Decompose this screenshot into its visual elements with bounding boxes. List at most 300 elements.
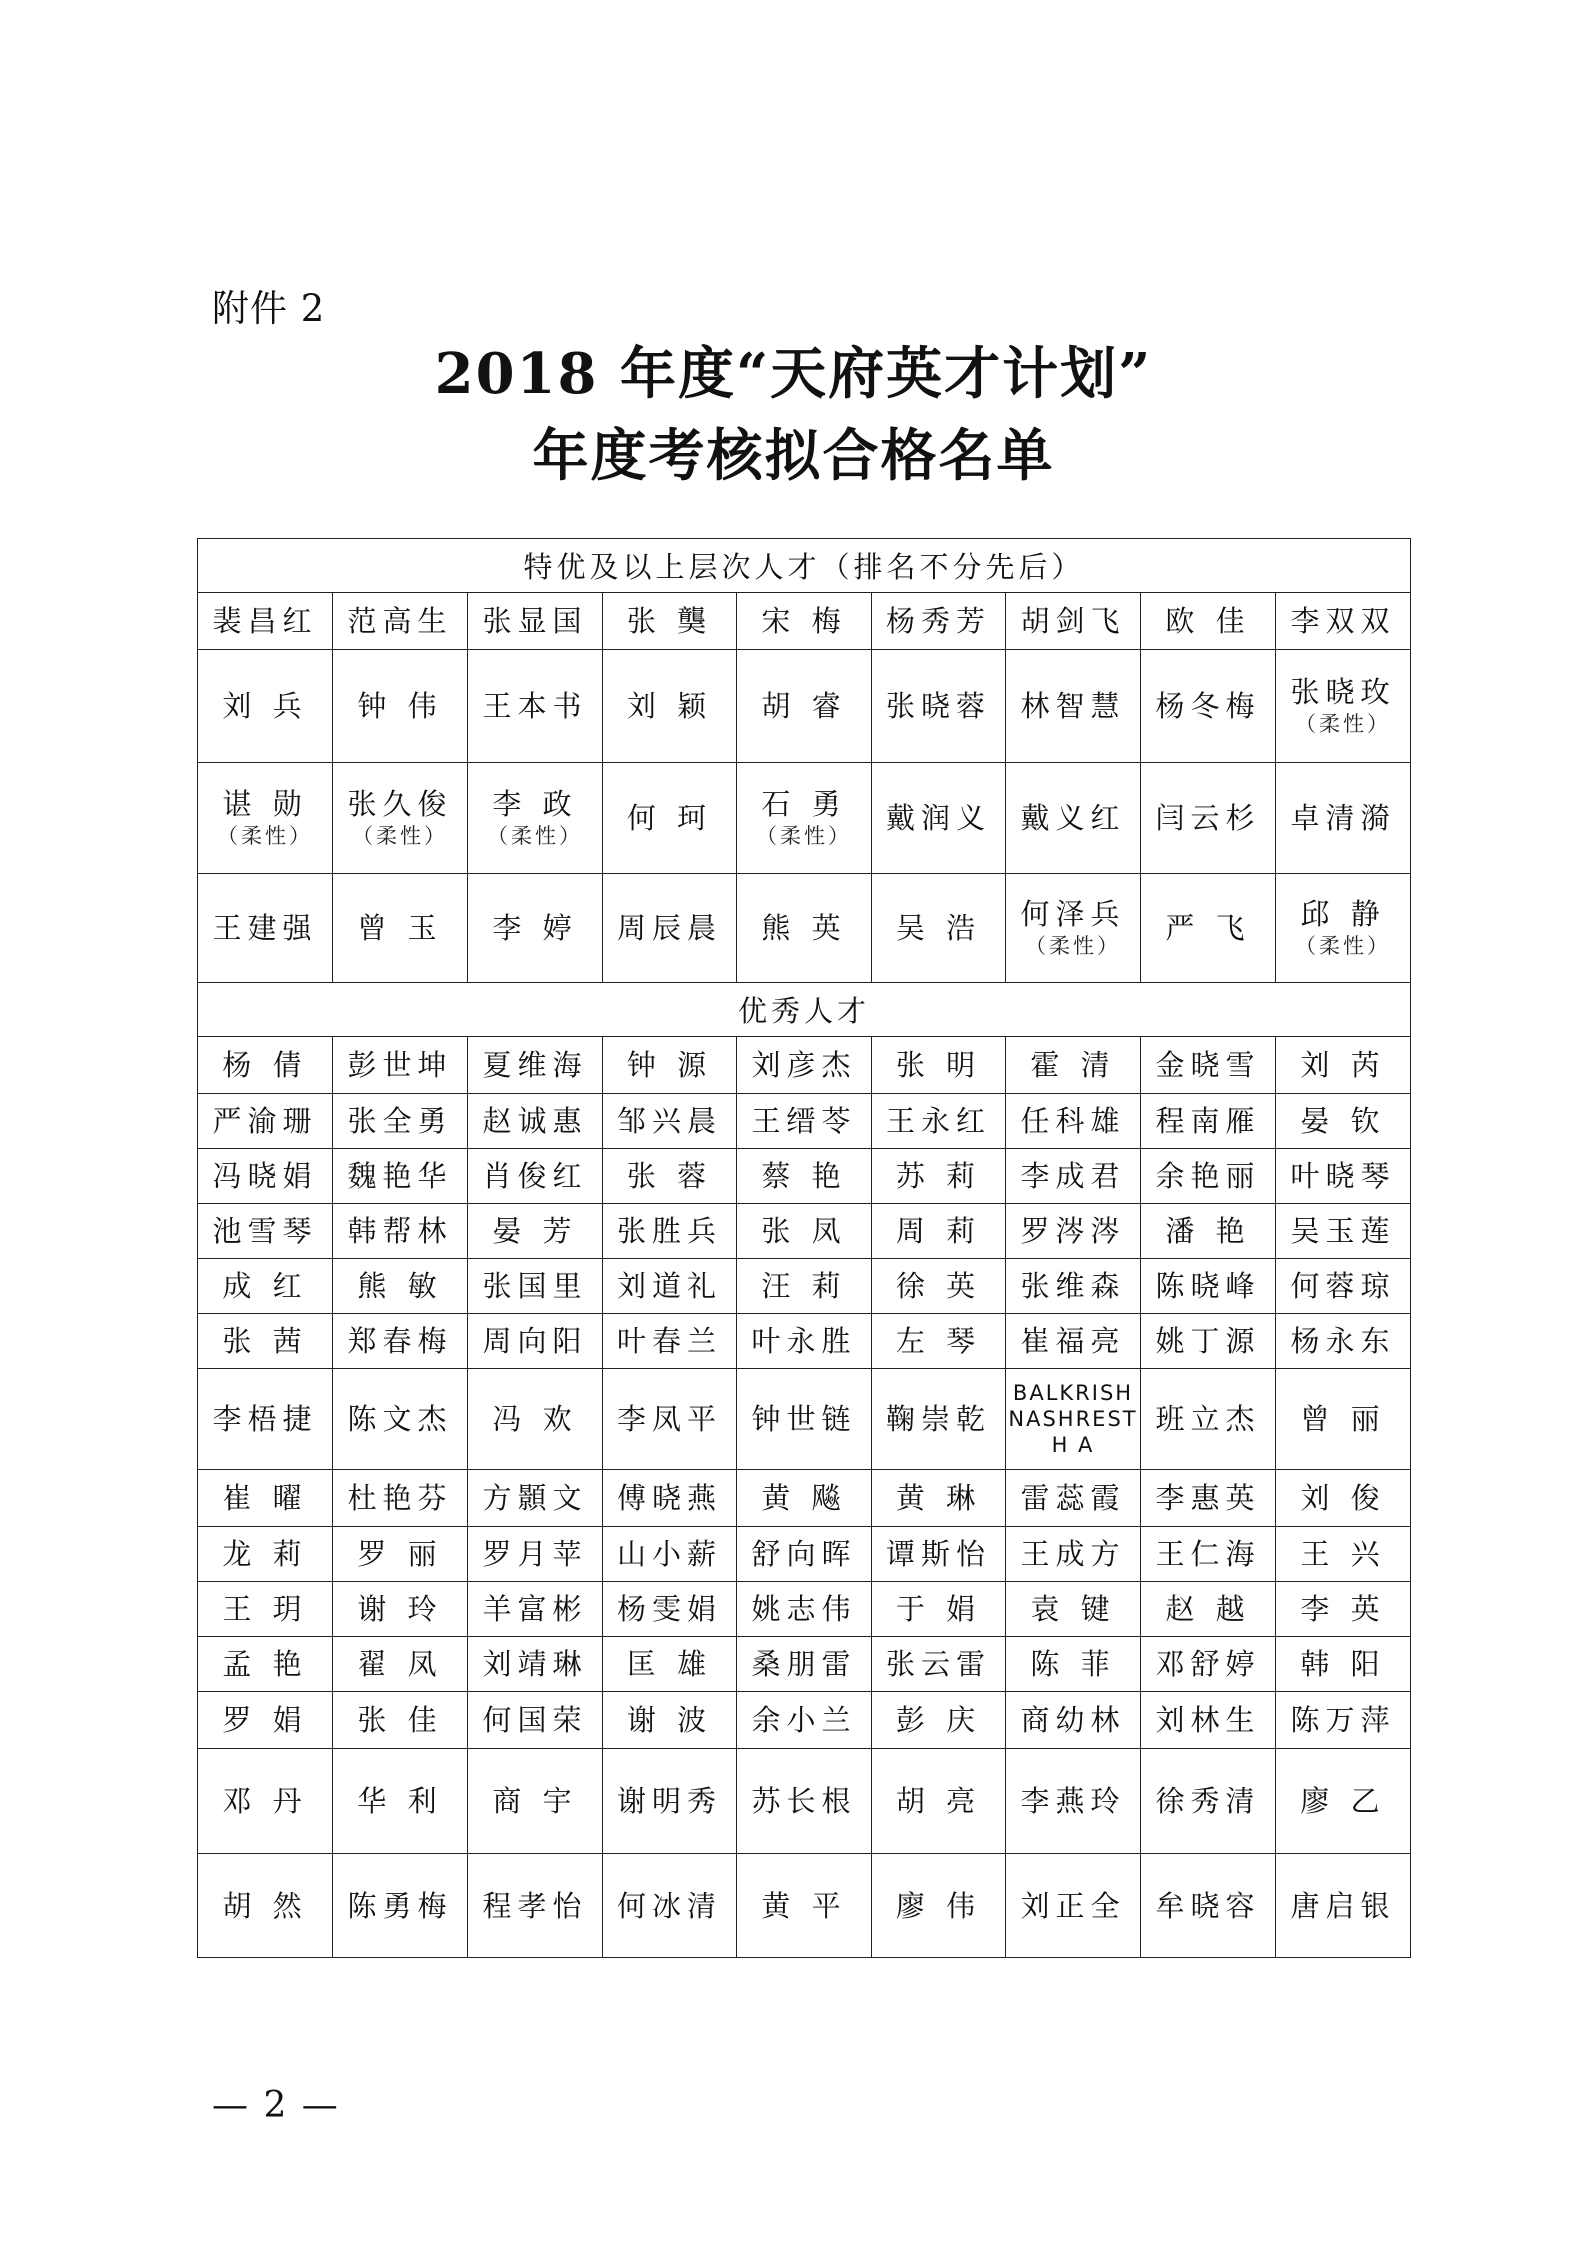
person-name: 李梧捷: [212, 1402, 318, 1436]
person-name: 夏维海: [482, 1048, 588, 1082]
person-name: 张胜兵: [616, 1214, 722, 1248]
table-row: [198, 1749, 1411, 1854]
name-cell: [198, 1692, 333, 1749]
name-cell: [872, 1692, 1006, 1749]
name-cell: [468, 1369, 603, 1470]
person-name: 石 勇: [761, 787, 847, 821]
person-name: 张晓玫: [1290, 675, 1396, 709]
person-name: 李燕玲: [1020, 1784, 1126, 1818]
name-cell: [468, 874, 603, 983]
person-name: 张国里: [482, 1269, 588, 1303]
name-cell: [603, 1094, 737, 1149]
person-name: 刘彦杰: [751, 1048, 857, 1082]
name-cell: [1141, 1259, 1276, 1314]
person-name: 刘道礼: [616, 1269, 722, 1303]
name-cell: [603, 1637, 737, 1692]
person-name: 王 兴: [1300, 1537, 1386, 1571]
person-name: 唐启银: [1290, 1888, 1396, 1923]
person-name: 张 佳: [357, 1703, 443, 1737]
name-cell: [1006, 1692, 1141, 1749]
name-cell: [468, 1149, 603, 1204]
person-name: 刘 兵: [222, 689, 308, 723]
name-cell: [1141, 1094, 1276, 1149]
person-name: 周辰晨: [616, 911, 722, 945]
person-name: 韩 阳: [1300, 1647, 1386, 1681]
person-name: 刘 芮: [1300, 1048, 1386, 1082]
name-cell: [737, 650, 872, 763]
name-cell: [333, 1582, 468, 1637]
name-cell: [603, 1582, 737, 1637]
name-cell: [1276, 1259, 1411, 1314]
name-cell: [872, 763, 1006, 874]
person-name: 王成方: [1020, 1537, 1126, 1571]
person-name: 徐秀清: [1155, 1784, 1261, 1818]
name-cell: [1006, 1637, 1141, 1692]
name-cell: [198, 874, 333, 983]
name-cell: [468, 1692, 603, 1749]
person-name: 张 凤: [761, 1214, 847, 1248]
name-cell: [603, 1369, 737, 1470]
name-cell: [198, 650, 333, 763]
name-cell: [1276, 1037, 1411, 1094]
name-cell: [1006, 1582, 1141, 1637]
name-cell: [333, 1204, 468, 1259]
name-cell: [737, 1637, 872, 1692]
person-name: 刘 俊: [1300, 1481, 1386, 1515]
person-name: 金晓雪: [1155, 1048, 1261, 1082]
name-cell: [1006, 593, 1141, 650]
person-name: 姚丁源: [1155, 1324, 1261, 1358]
person-name: 陈勇梅: [347, 1888, 453, 1923]
person-name: 黄 平: [761, 1888, 847, 1923]
name-cell: [872, 874, 1006, 983]
name-cell: [1276, 1314, 1411, 1369]
name-cell: [872, 1259, 1006, 1314]
person-name: 张全勇: [347, 1104, 453, 1138]
person-name: 杨 倩: [222, 1048, 308, 1082]
name-cell: [1006, 1369, 1141, 1470]
person-name: 牟晓容: [1155, 1888, 1261, 1923]
person-name: 邓 丹: [222, 1784, 308, 1818]
name-cell: [737, 1854, 872, 1958]
person-name: 余艳丽: [1155, 1159, 1261, 1193]
person-name: 叶春兰: [616, 1324, 722, 1358]
name-cell: [468, 593, 603, 650]
name-cell: [1141, 1470, 1276, 1527]
person-name: 山小薪: [616, 1537, 722, 1571]
name-cell: [333, 763, 468, 874]
name-cell: [872, 1854, 1006, 1958]
person-name: 匡 雄: [626, 1647, 713, 1681]
person-name: 任科雄: [1020, 1104, 1126, 1138]
name-cell: [198, 1094, 333, 1149]
name-cell: [603, 1149, 737, 1204]
person-name: 谢明秀: [616, 1784, 722, 1818]
table-row: [198, 1369, 1411, 1470]
person-name: 刘 颖: [626, 689, 713, 723]
person-name: 左 琴: [895, 1324, 982, 1358]
person-name: 严 飞: [1165, 911, 1251, 945]
name-cell: [333, 1637, 468, 1692]
roster-table: [197, 538, 1411, 1958]
name-cell: [603, 1037, 737, 1094]
name-cell: [1141, 1749, 1276, 1854]
person-name: BALKRISH NASHREST H A: [1008, 1381, 1138, 1457]
name-cell: [1141, 650, 1276, 763]
name-cell: [333, 1369, 468, 1470]
person-name: 苏 莉: [895, 1159, 982, 1193]
name-cell: [1276, 650, 1411, 763]
name-cell: [1141, 1037, 1276, 1094]
person-name: 肖俊红: [482, 1159, 588, 1193]
person-name: 谭斯怡: [885, 1537, 991, 1571]
name-cell: [333, 1149, 468, 1204]
person-name: 张显国: [482, 604, 588, 638]
person-name: 成 红: [222, 1269, 308, 1303]
table-row: [198, 1527, 1411, 1582]
name-cell: [1006, 1470, 1141, 1527]
person-name: 崔福亮: [1020, 1324, 1126, 1358]
person-name: 周 莉: [895, 1214, 982, 1248]
person-name: 鞠崇乾: [885, 1402, 991, 1436]
person-name: 陈万萍: [1290, 1703, 1396, 1737]
name-cell: [333, 1037, 468, 1094]
name-cell: [603, 763, 737, 874]
person-name: 池雪琴: [212, 1214, 318, 1248]
person-name: 龙 莉: [222, 1537, 308, 1571]
name-cell: [872, 1527, 1006, 1582]
name-cell: [198, 1369, 333, 1470]
person-name: 王仁海: [1155, 1537, 1261, 1571]
person-name: 晏 钦: [1300, 1104, 1386, 1138]
name-cell: [468, 1527, 603, 1582]
person-name: 张维森: [1020, 1269, 1126, 1303]
name-cell: [1141, 1692, 1276, 1749]
person-name: 叶永胜: [751, 1324, 857, 1358]
table-row: [198, 1582, 1411, 1637]
person-name: 廖 乙: [1300, 1784, 1386, 1818]
person-name: 林智慧: [1020, 689, 1126, 723]
document-title-line-1: 2018 年度“天府英才计划”: [434, 341, 1153, 407]
name-cell: [468, 1637, 603, 1692]
name-cell: [1006, 1527, 1141, 1582]
name-cell: [468, 1314, 603, 1369]
person-name: 邓舒婷: [1155, 1647, 1261, 1681]
person-name: 王本书: [482, 689, 588, 723]
name-cell: [1141, 593, 1276, 650]
name-cell: [603, 1259, 737, 1314]
name-cell: [333, 1749, 468, 1854]
name-cell: [333, 1259, 468, 1314]
name-cell: [333, 1470, 468, 1527]
person-name: 范高生: [347, 604, 453, 638]
flexible-note: （柔性）: [1295, 934, 1392, 958]
name-cell: [198, 1582, 333, 1637]
table-row: [198, 593, 1411, 650]
table-row: [198, 1637, 1411, 1692]
name-cell: [737, 1470, 872, 1527]
name-cell: [737, 1149, 872, 1204]
name-cell: [1006, 1037, 1141, 1094]
name-cell: [872, 593, 1006, 650]
name-cell: [1276, 874, 1411, 983]
person-name: 闫云杉: [1155, 801, 1261, 835]
person-name: 胡剑飞: [1020, 604, 1126, 638]
table-row: [198, 763, 1411, 874]
name-cell: [603, 1692, 737, 1749]
name-cell: [872, 1582, 1006, 1637]
section-heading-row: [198, 983, 1411, 1037]
person-name: 杜艳芬: [347, 1481, 453, 1515]
name-cell: [737, 593, 872, 650]
name-cell: [737, 1204, 872, 1259]
name-cell: [198, 1854, 333, 1958]
name-cell: [872, 1314, 1006, 1369]
name-cell: [468, 1204, 603, 1259]
table-row: [198, 874, 1411, 983]
person-name: 郑春梅: [347, 1324, 453, 1358]
person-name: 戴润义: [885, 801, 991, 835]
person-name: 冯晓娟: [212, 1159, 318, 1193]
name-cell: [198, 1149, 333, 1204]
person-name: 潘 艳: [1165, 1214, 1251, 1248]
person-name: 姚志伟: [751, 1592, 857, 1626]
person-name: 胡 睿: [761, 689, 847, 723]
name-cell: [1276, 1692, 1411, 1749]
person-name: 韩帮林: [347, 1214, 453, 1248]
person-name: 周向阳: [482, 1324, 588, 1358]
name-cell: [198, 1470, 333, 1527]
person-name: 苏长根: [751, 1784, 857, 1818]
name-cell: [737, 1314, 872, 1369]
name-cell: [333, 1692, 468, 1749]
person-name: 程南雁: [1155, 1104, 1261, 1138]
name-cell: [468, 1259, 603, 1314]
name-cell: [198, 1749, 333, 1854]
person-name: 邱 静: [1300, 897, 1386, 931]
name-cell: [603, 874, 737, 983]
name-cell: [737, 1749, 872, 1854]
table-row: [198, 1314, 1411, 1369]
person-name: 钟 源: [626, 1048, 713, 1082]
person-name: 胡 然: [222, 1888, 308, 1923]
name-cell: [198, 1259, 333, 1314]
name-cell: [603, 1527, 737, 1582]
name-cell: [1141, 874, 1276, 983]
person-name: 李惠英: [1155, 1481, 1261, 1515]
name-cell: [468, 1582, 603, 1637]
person-name: 崔 曜: [222, 1481, 308, 1515]
name-cell: [737, 1259, 872, 1314]
person-name: 胡 亮: [895, 1784, 982, 1818]
name-cell: [198, 1314, 333, 1369]
person-name: 羊富彬: [482, 1592, 588, 1626]
person-name: 张 蓉: [626, 1159, 713, 1193]
person-name: 李 英: [1300, 1592, 1386, 1626]
person-name: 彭 庆: [895, 1703, 982, 1737]
name-cell: [198, 1637, 333, 1692]
person-name: 罗月苹: [482, 1537, 588, 1571]
name-cell: [603, 1749, 737, 1854]
name-cell: [1276, 1749, 1411, 1854]
person-name: 陈晓峰: [1155, 1269, 1261, 1303]
name-cell: [198, 1037, 333, 1094]
name-cell: [1006, 1094, 1141, 1149]
person-name: 宋 梅: [761, 604, 847, 638]
name-cell: [872, 1149, 1006, 1204]
table-row: [198, 1149, 1411, 1204]
person-name: 傅晓燕: [616, 1481, 722, 1515]
person-name: 张 茜: [222, 1324, 308, 1358]
name-cell: [1006, 1259, 1141, 1314]
person-name: 叶晓琴: [1290, 1159, 1396, 1193]
person-name: 谢 波: [626, 1703, 713, 1737]
table-row: [198, 1259, 1411, 1314]
name-cell: [1006, 1854, 1141, 1958]
name-cell: [468, 650, 603, 763]
name-cell: [1141, 1582, 1276, 1637]
name-cell: [872, 1369, 1006, 1470]
name-cell: [1141, 763, 1276, 874]
document-title-line-2: 年度考核拟合格名单: [532, 423, 1055, 489]
name-cell: [333, 874, 468, 983]
table-row: [198, 1692, 1411, 1749]
person-name: 魏艳华: [347, 1159, 453, 1193]
name-cell: [737, 1094, 872, 1149]
name-cell: [872, 1094, 1006, 1149]
section-heading: 优秀人才: [198, 983, 1411, 1037]
person-name: 王缙苓: [751, 1104, 857, 1138]
table-row: [198, 1204, 1411, 1259]
name-cell: [1141, 1314, 1276, 1369]
person-name: 陈 菲: [1030, 1647, 1116, 1681]
name-cell: [737, 763, 872, 874]
person-name: 钟世链: [751, 1402, 857, 1436]
page-number: — 2 —: [212, 2085, 340, 2126]
person-name: 严渝珊: [212, 1104, 318, 1138]
section-heading-row: [198, 539, 1411, 593]
flexible-note: （柔性）: [487, 824, 583, 848]
person-name: 班立杰: [1155, 1402, 1261, 1436]
name-cell: [468, 1854, 603, 1958]
person-name: 李成君: [1020, 1159, 1126, 1193]
name-cell: [737, 1692, 872, 1749]
person-name: 吴玉莲: [1290, 1214, 1396, 1248]
person-name: 何蓉琼: [1290, 1269, 1396, 1303]
person-name: 舒向晖: [751, 1537, 857, 1571]
person-name: 杨冬梅: [1155, 689, 1261, 723]
name-cell: [1276, 763, 1411, 874]
person-name: 王 玥: [222, 1592, 308, 1626]
name-cell: [737, 874, 872, 983]
person-name: 王建强: [212, 911, 318, 945]
person-name: 刘靖琳: [482, 1647, 588, 1681]
person-name: 吴 浩: [895, 911, 982, 945]
name-cell: [1276, 1527, 1411, 1582]
person-name: 谢 玲: [357, 1592, 443, 1626]
name-cell: [603, 593, 737, 650]
name-cell: [1276, 593, 1411, 650]
person-name: 翟 凤: [357, 1647, 443, 1681]
name-cell: [1276, 1470, 1411, 1527]
person-name: 赵诚惠: [482, 1104, 588, 1138]
name-cell: [333, 1314, 468, 1369]
flexible-note: （柔性）: [1295, 712, 1392, 736]
person-name: 陈文杰: [347, 1402, 453, 1436]
name-cell: [1006, 1204, 1141, 1259]
person-name: 商幼林: [1020, 1703, 1126, 1737]
name-cell: [333, 593, 468, 650]
person-name: 杨秀芳: [885, 604, 991, 638]
name-cell: [1141, 1854, 1276, 1958]
table-row: [198, 1094, 1411, 1149]
name-cell: [468, 1037, 603, 1094]
person-name: 曾 丽: [1300, 1402, 1386, 1436]
name-cell: [603, 1314, 737, 1369]
person-name: 雷蕊霞: [1020, 1481, 1126, 1515]
name-cell: [1006, 650, 1141, 763]
name-cell: [1276, 1094, 1411, 1149]
person-name: 熊 英: [761, 911, 847, 945]
name-cell: [872, 1037, 1006, 1094]
person-name: 李 政: [492, 787, 578, 821]
person-name: 彭世坤: [347, 1048, 453, 1082]
name-cell: [1276, 1369, 1411, 1470]
name-cell: [1276, 1854, 1411, 1958]
name-cell: [198, 593, 333, 650]
person-name: 黄 琳: [895, 1481, 982, 1515]
name-cell: [872, 1204, 1006, 1259]
name-cell: [468, 763, 603, 874]
flexible-note: （柔性）: [756, 824, 852, 848]
name-cell: [737, 1369, 872, 1470]
person-name: 王永红: [885, 1104, 991, 1138]
name-cell: [1006, 763, 1141, 874]
person-name: 桑朋雷: [751, 1647, 857, 1681]
name-cell: [1141, 1637, 1276, 1692]
name-cell: [603, 650, 737, 763]
name-cell: [1141, 1369, 1276, 1470]
name-cell: [1006, 1149, 1141, 1204]
person-name: 冯 欢: [492, 1402, 578, 1436]
name-cell: [1141, 1527, 1276, 1582]
table-row: [198, 1470, 1411, 1527]
name-cell: [603, 1204, 737, 1259]
person-name: 蔡 艳: [761, 1159, 847, 1193]
name-cell: [198, 1527, 333, 1582]
person-name: 何国荣: [482, 1703, 588, 1737]
person-name: 袁 键: [1030, 1592, 1116, 1626]
name-cell: [198, 1204, 333, 1259]
person-name: 杨永东: [1290, 1324, 1396, 1358]
table-row: [198, 1854, 1411, 1958]
person-name: 谌 勋: [222, 787, 308, 821]
name-cell: [333, 1094, 468, 1149]
name-cell: [333, 650, 468, 763]
person-name: 张 龑: [626, 604, 713, 638]
name-cell: [737, 1037, 872, 1094]
person-name: 赵 越: [1165, 1592, 1251, 1626]
person-name: 商 宇: [492, 1784, 578, 1818]
person-name: 汪 莉: [761, 1269, 847, 1303]
person-name: 罗 娟: [222, 1703, 308, 1737]
person-name: 华 利: [357, 1784, 443, 1818]
name-cell: [872, 650, 1006, 763]
table-row: [198, 1037, 1411, 1094]
person-name: 李双双: [1290, 604, 1396, 638]
name-cell: [872, 1637, 1006, 1692]
person-name: 钟 伟: [357, 689, 443, 723]
